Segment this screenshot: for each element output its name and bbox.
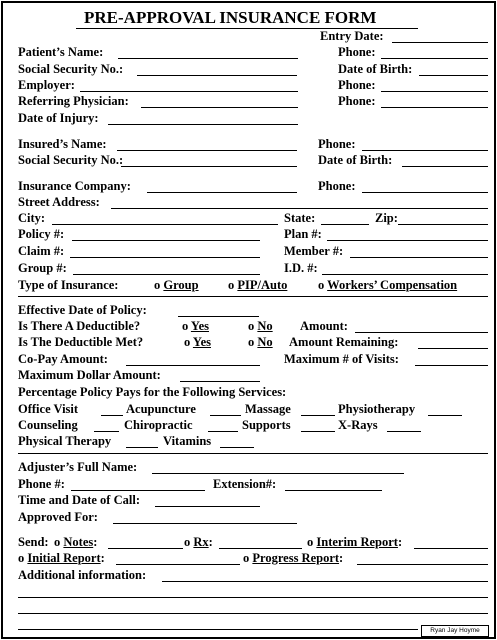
type-workers-label: Workers’ Compensation [327, 278, 458, 292]
deductible-yes-radio[interactable] [182, 320, 209, 333]
service-massage-field[interactable] [301, 415, 335, 416]
no-label: No [257, 319, 273, 333]
service-chiropractic-label: Chiropractic [124, 418, 193, 432]
policy-field[interactable] [72, 240, 260, 241]
section-divider [18, 453, 488, 454]
service-counseling-label: Counseling [18, 418, 78, 432]
max-visits-field[interactable] [415, 365, 488, 366]
type-pip-label: PIP/Auto [237, 278, 288, 292]
zip-field[interactable] [398, 224, 488, 225]
extension-field[interactable] [285, 490, 382, 491]
radio-bullet: o [18, 551, 25, 565]
service-chiropractic-field[interactable] [208, 431, 238, 432]
patient-dob-label: Date of Birth: [338, 62, 413, 76]
type-group-label: Group [163, 278, 199, 292]
service-office-visit-label: Office Visit [18, 402, 79, 416]
patient-ssn-label: Social Security No.: [18, 62, 124, 76]
max-dollar-field[interactable] [180, 381, 260, 382]
entry-date-field[interactable] [392, 42, 488, 43]
service-counseling-field[interactable] [94, 431, 119, 432]
send-progress-field[interactable] [357, 564, 488, 565]
referring-phone-field[interactable] [381, 107, 488, 108]
send-notes-field[interactable] [108, 548, 183, 549]
additional-info-field-3[interactable] [18, 613, 488, 614]
send-initial-field[interactable] [116, 564, 240, 565]
insured-dob-label: Date of Birth: [318, 153, 393, 167]
additional-info-field-1[interactable] [162, 581, 488, 582]
employer-label: Employer: [18, 78, 75, 92]
referring-physician-field[interactable] [141, 107, 298, 108]
service-acupuncture-label: Acupuncture [126, 402, 196, 416]
group-label: Group #: [18, 261, 67, 275]
id-label: I.D. #: [284, 261, 318, 275]
referring-phone-label: Phone: [338, 94, 376, 108]
zip-label: Zip: [375, 211, 398, 225]
patient-phone-field[interactable] [381, 58, 488, 59]
id-field[interactable] [322, 274, 488, 275]
colon: : [397, 535, 403, 549]
colon: : [208, 535, 213, 549]
injury-date-label: Date of Injury: [18, 111, 99, 125]
percentage-header: Percentage Policy Pays for the Following Services: [18, 385, 287, 399]
city-field[interactable] [52, 224, 278, 225]
additional-info-label: Additional information: [18, 568, 147, 582]
max-dollar-label: Maximum Dollar Amount: [18, 368, 161, 382]
claim-label: Claim #: [18, 244, 65, 258]
service-physical-therapy-field[interactable] [126, 447, 158, 448]
send-notes-option[interactable] [54, 536, 97, 549]
notes-label: Notes [63, 535, 94, 549]
send-interim-option[interactable] [307, 536, 402, 549]
no-label: No [257, 335, 273, 349]
patient-name-field[interactable] [118, 58, 298, 59]
send-progress-option[interactable] [243, 552, 343, 565]
claim-field[interactable] [70, 257, 260, 258]
colon: : [93, 535, 98, 549]
insured-name-label: Insured’s Name: [18, 137, 107, 151]
section-divider [18, 296, 488, 297]
type-workers-radio[interactable] [318, 279, 457, 292]
insurance-company-field[interactable] [147, 192, 297, 193]
service-acupuncture-field[interactable] [210, 415, 241, 416]
service-vitamins-field[interactable] [220, 447, 254, 448]
group-field[interactable] [73, 274, 260, 275]
effective-date-label: Effective Date of Policy: [18, 303, 147, 317]
send-label: Send: [18, 535, 49, 549]
patient-name-label: Patient’s Name: [18, 45, 104, 59]
street-address-field[interactable] [111, 208, 488, 209]
initial-label: Initial Report [27, 551, 101, 565]
author-signature-box: Ryan Jay Hoyme [421, 625, 489, 637]
approved-for-field[interactable] [113, 523, 297, 524]
copay-field[interactable] [126, 365, 260, 366]
amount-field[interactable] [355, 332, 488, 333]
send-rx-field[interactable] [219, 548, 302, 549]
entry-date-label: Entry Date: [320, 29, 384, 43]
colon: : [339, 551, 344, 565]
colon: : [100, 551, 105, 565]
employer-phone-field[interactable] [381, 91, 488, 92]
member-field[interactable] [350, 257, 488, 258]
radio-bullet: o [182, 319, 189, 333]
city-label: City: [18, 211, 46, 225]
patient-dob-field[interactable] [419, 75, 488, 76]
amount-remaining-field[interactable] [418, 348, 488, 349]
insured-ssn-field[interactable] [121, 166, 297, 167]
state-label: State: [284, 211, 316, 225]
service-xrays-label: X-Rays [338, 418, 378, 432]
send-rx-option[interactable] [184, 536, 213, 549]
insured-phone-field[interactable] [362, 150, 488, 151]
radio-bullet: o [154, 278, 161, 292]
radio-bullet: o [243, 551, 250, 565]
call-time-label: Time and Date of Call: [18, 493, 140, 507]
yes-label: Yes [192, 335, 211, 349]
deductible-question: Is There A Deductible? [18, 319, 141, 333]
employer-field[interactable] [80, 91, 298, 92]
insured-phone-label: Phone: [318, 137, 356, 151]
patient-ssn-field[interactable] [137, 75, 297, 76]
radio-bullet: o [228, 278, 235, 292]
radio-bullet: o [248, 335, 255, 349]
member-label: Member #: [284, 244, 344, 258]
deductible-no-radio[interactable] [248, 320, 273, 333]
service-office-visit-field[interactable] [101, 415, 123, 416]
state-field[interactable] [321, 224, 369, 225]
radio-bullet: o [307, 535, 314, 549]
radio-bullet: o [248, 319, 255, 333]
radio-bullet: o [54, 535, 61, 549]
injury-date-field[interactable] [108, 124, 298, 125]
yes-label: Yes [190, 319, 209, 333]
additional-info-field-4[interactable] [18, 629, 418, 630]
interim-label: Interim Report [316, 535, 398, 549]
radio-bullet: o [318, 278, 325, 292]
extension-label: Extension#: [213, 477, 277, 491]
plan-field[interactable] [327, 240, 488, 241]
street-address-label: Street Address: [18, 195, 100, 209]
adjuster-phone-field[interactable] [71, 490, 205, 491]
service-physiotherapy-label: Physiotherapy [338, 402, 416, 416]
send-interim-field[interactable] [414, 548, 488, 549]
approved-for-label: Approved For: [18, 510, 98, 524]
amount-remaining-label: Amount Remaining: [289, 335, 399, 349]
patient-phone-label: Phone: [338, 45, 376, 59]
employer-phone-label: Phone: [338, 78, 376, 92]
service-physical-therapy-label: Physical Therapy [18, 434, 112, 448]
plan-label: Plan #: [284, 227, 322, 241]
deductible-met-yes-radio[interactable] [184, 336, 211, 349]
max-visits-label: Maximum # of Visits: [284, 352, 399, 366]
company-phone-label: Phone: [318, 179, 356, 193]
insured-name-field[interactable] [117, 150, 297, 151]
deductible-met-no-radio[interactable] [248, 336, 273, 349]
send-initial-option[interactable] [18, 552, 105, 565]
insured-dob-field[interactable] [402, 166, 488, 167]
service-supports-label: Supports [242, 418, 291, 432]
additional-info-field-2[interactable] [18, 597, 488, 598]
insured-ssn-label: Social Security No.: [18, 153, 124, 167]
type-pip-radio[interactable] [228, 279, 287, 292]
service-physiotherapy-field[interactable] [428, 415, 462, 416]
service-xrays-field[interactable] [387, 431, 421, 432]
insurance-company-label: Insurance Company: [18, 179, 131, 193]
insurance-type-label: Type of Insurance: [18, 278, 119, 292]
type-group-radio[interactable] [154, 279, 199, 292]
policy-label: Policy #: [18, 227, 65, 241]
company-phone-field[interactable] [362, 192, 488, 193]
service-vitamins-label: Vitamins [163, 434, 212, 448]
call-time-field[interactable] [155, 506, 260, 507]
deductible-met-question: Is The Deductible Met? [18, 335, 144, 349]
copay-label: Co-Pay Amount: [18, 352, 108, 366]
radio-bullet: o [184, 535, 191, 549]
adjuster-phone-label: Phone #: [18, 477, 65, 491]
amount-label: Amount: [300, 319, 348, 333]
referring-physician-label: Referring Physician: [18, 94, 129, 108]
effective-date-field[interactable] [178, 316, 259, 317]
adjuster-name-field[interactable] [152, 473, 404, 474]
progress-label: Progress Report [252, 551, 340, 565]
service-massage-label: Massage [245, 402, 291, 416]
adjuster-name-label: Adjuster’s Full Name: [18, 460, 138, 474]
rx-label: Rx [193, 535, 209, 549]
form-title: PRE-APPROVAL INSURANCE FORM [84, 8, 377, 27]
radio-bullet: o [184, 335, 191, 349]
service-supports-field[interactable] [301, 431, 335, 432]
